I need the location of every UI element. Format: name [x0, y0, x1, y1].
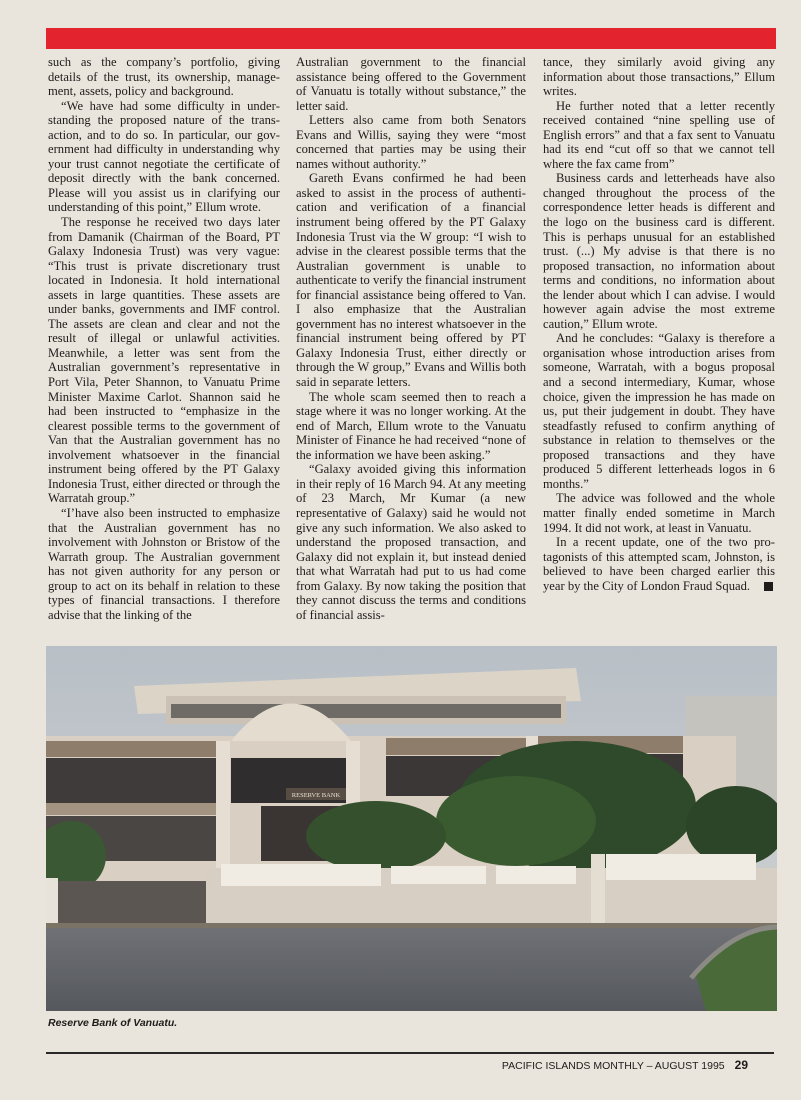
section-accent-bar: [46, 28, 776, 49]
article-paragraph-text: In a recent update, one of the two protagonists of this attempted scam, Johnston, is believed to have been charged earlier this year by the City of London Fraud Squad.: [543, 535, 775, 593]
article-paragraph: [543, 535, 775, 593]
article-paragraph: tance, they similarly avoid giving any information about those transactions,” Ellum writes.: [543, 55, 775, 99]
article-column-2: [296, 55, 526, 640]
photo-caption: Reserve Bank of Vanuatu.: [48, 1017, 178, 1029]
article-paragraph: such as the company’s portfolio, giving details of the trust, its ownership, management, assets, policy and background.: [48, 55, 280, 99]
article-paragraph: “We have had some difficulty in understanding the proposed nature of the transaction, and to do so. In particular, our government had difficulty in understanding why your trust cannot negotiate the certificate of deposit directly with the bank concerned. Please will you assist us in clarifying our understanding of this point,” Ellum wrote.: [48, 98, 280, 215]
article-paragraph: “I’have also been instructed to emphasize that the Australian government has no involvement with Johnston or Bristow of the Warrath group. The Australian government has not given authority for any person or group to act on its behalf in relation to these types of financial transactions. I therefore advise that the linking of the: [48, 505, 280, 622]
publication-name: PACIFIC ISLANDS MONTHLY – AUGUST 1995: [501, 1060, 725, 1072]
article-paragraph: The advice was followed and the whole matter finally ended sometime in March 1994. It did not work, at least in Vanuatu.: [543, 491, 775, 535]
article-paragraph: He further noted that a letter recently received contained “nine spelling use of English errors” and that a fax sent to Vanuatu had its end “cut off so that we cannot tell where the fax came from”: [543, 98, 775, 171]
building-sign: RESERVE BANK: [291, 792, 341, 799]
article-column-1: [48, 55, 280, 640]
end-of-article-mark: [764, 582, 773, 591]
article-column-3: [543, 55, 775, 640]
page-number: 29: [734, 1058, 748, 1072]
article-paragraph: The response he received two days later from Damanik (Chairman of the Board, PT Galaxy Indonesia Trust) was very vague: “This trust is private discretionary trust located in Indonesia. It hold international assets in large quantities. These assets are under banks, governments and IMF control. The assets are clean and clear and not the result of illegal or unlawful activities. Meanwhile, a letter was sent from the Australian government’s representative in Port Vila, Peter Shannon, to Vanuatu Prime Minister Maxime Carlot. Shannon said he had been instructed to “emphasize in the clearest possible terms to the government of Van that the Australian government has no involvement whatsoever in the financial instrument being offered by the PT Galaxy Indonesia Trust, either directed or through the Warratah group.”: [48, 215, 280, 506]
article-paragraph: The whole scam seemed then to reach a stage where it was no longer working. At the end of March, Ellum wrote to the Vanuatu Minister of Finance he had received “none of the information we have been asking.”: [296, 389, 526, 462]
article-paragraph: Australian government to the financial assistance being offered to the Government of Vanuatu is totally without substance,” the letter said.: [296, 55, 526, 113]
article-paragraph: “Galaxy avoided giving this information in their reply of 16 March 94. At any meeting of 23 March, Mr Kumar (a new representative of Galaxy) said he would not give any such information. We also asked to understand the proposed transaction, and Galaxy did not explain it, but instead denied that what Warratah had put to us had come from Galaxy. By now taking the position that they cannot discuss the terms and conditions of financial assis-: [296, 462, 526, 622]
article-paragraph: Gareth Evans confirmed he had been asked to assist in the process of authentication and verification of a financial instrument being offered by the PT Galaxy Indonesia Trust via the W group: “I wish to advise in the clearest possible terms that the Australian government is unable to authenticate to verify the financial instrument for financial assistance being offered to Van. I also emphasize that the Australian government has no interest whatsoever in the financial instrument being offered by PT Galaxy Indonesia Trust, either directly or through the W group,” Evans and Willis both said in separate letters.: [296, 171, 526, 390]
article-paragraph: And he concludes: “Galaxy is therefore a organisation whose introduction arises from someone, Warratah, with a bogus proposal and a second intermediary, Kumar, whose choice, given the impression he has made on us, put their judgement in doubt. They have steadfastly refused to confirm anything of substance in relation to themselves or the proposed transactions and they have produced 5 different letterheads logos in 6 months.”: [543, 331, 775, 491]
article-paragraph: Letters also came from both Senators Evans and Willis, saying they were “most concerned that parties may be using their names without authority.”: [296, 113, 526, 171]
article-paragraph: Business cards and letterheads have also changed throughout the process of the correspondence letter heads is different and the logo on the business card is different. This is perhaps unusual for an established trust. (...) My advise is that there is no proposed transaction, no information about terms and conditions, no information about the lender about which I can advise. I would however again advise the most extreme caution,” Ellum wrote.: [543, 171, 775, 331]
page-footer: [502, 1058, 748, 1072]
reserve-bank-photo: [46, 646, 777, 1011]
footer-rule: [46, 1052, 774, 1054]
